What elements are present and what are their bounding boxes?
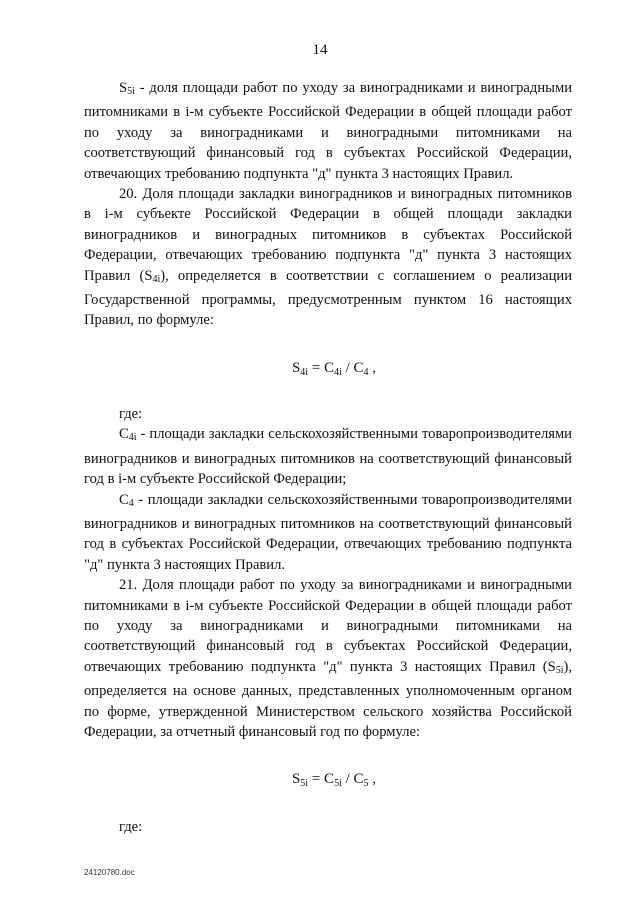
formula-s5i bbox=[96, 765, 572, 793]
definition-text: - доля площади работ по уходу за виноградниками и виноградными питомниками в i-м субъекте Российской Федерации в общей площади работ по уходу за виноградниками и виноградными питомниками на соответствующий финансовый год в субъектах Российской Федерации, отвечающих требованию подпункта "д" пункта 3 настоящих Правил. bbox=[84, 80, 572, 182]
paragraph-text: 21. Доля площади работ по уходу за виноградниками и виноградными питомниками в i-м субъекте Российской Федерации в общей площади работ по уходу за виноградниками и виноградными питомниками на соответствующий финансовый год в субъектах Российской Федерации, отвечающих требованию подпункта "д" пункта 3 настоящих Правил (S bbox=[84, 577, 572, 675]
formula-s4i bbox=[96, 354, 572, 382]
formula-denominator: C bbox=[353, 359, 364, 376]
paragraph-text: ), определяется на основе данных, представленных уполномоченным органом по форме, утвержденной Министерством сельского хозяйства Российской Федерации, за отчетный финансовый год по формуле: bbox=[84, 658, 572, 740]
formula-numerator: C bbox=[324, 771, 335, 788]
symbol-subscript: 4i bbox=[152, 273, 161, 285]
formula-lhs: S bbox=[291, 359, 301, 376]
formula-denominator-sub: 5 bbox=[363, 778, 369, 790]
paragraph-21 bbox=[84, 575, 572, 742]
footer-filename: 24120780.doc bbox=[84, 868, 135, 877]
paragraph-text: 20. Доля площади закладки виноградников и виноградных питомников в i-м субъекте Российской Федерации в общей площади закладки виноградников и виноградных питомников в субъектах Российской Федерации, отвечающих требованию подпункта "д" пункта 3 настоящих Правил (S bbox=[84, 186, 572, 284]
symbol-subscript: 5i bbox=[555, 664, 564, 676]
formula-tail: , bbox=[368, 359, 377, 376]
symbol: C bbox=[119, 491, 129, 508]
formula-divide: / bbox=[341, 359, 354, 376]
formula-tail: , bbox=[368, 771, 377, 788]
symbol: S bbox=[119, 80, 128, 96]
document-body bbox=[84, 78, 572, 838]
formula-equals: = bbox=[308, 771, 325, 788]
formula-numerator-sub: 5i bbox=[334, 778, 342, 790]
page-number: 14 bbox=[312, 42, 328, 58]
formula-denominator: C bbox=[353, 771, 364, 788]
definition-c4i bbox=[84, 424, 572, 489]
definition-text: - площади закладки сельскохозяйственными товаропроизводителями виноградников и виноградных питомников на соответствующий финансовый год в i-м субъекте Российской Федерации; bbox=[84, 426, 572, 488]
paragraph-text: ), определяется в соответствии с соглашением о реализации Государственной программы, предусмотренным пунктом 16 настоящих Правил, по формуле: bbox=[84, 267, 573, 329]
formula-denominator-sub: 4 bbox=[363, 366, 369, 378]
symbol-subscript: 4 bbox=[128, 497, 134, 509]
formula-lhs: S bbox=[291, 771, 301, 788]
formula-lhs-sub: 5i bbox=[300, 778, 309, 790]
formula-numerator-sub: 4i bbox=[334, 366, 342, 378]
symbol-subscript: 5i bbox=[127, 86, 135, 97]
symbol: C bbox=[119, 426, 129, 443]
formula-numerator: C bbox=[324, 359, 335, 376]
where-label: где: bbox=[119, 819, 143, 836]
definition-c4 bbox=[84, 490, 572, 576]
formula-divide: / bbox=[341, 771, 354, 788]
where-label: где: bbox=[119, 405, 143, 422]
symbol-subscript: 4i bbox=[128, 432, 137, 444]
definition-text: - площади закладки сельскохозяйственными товаропроизводителями виноградников и виноградных питомников на соответствующий финансовый год в субъектах Российской Федерации, отвечающих требованию подпункта "д" пункта 3 настоящих Правил. bbox=[84, 491, 572, 573]
paragraph-20 bbox=[84, 184, 572, 331]
definition-s5i bbox=[84, 78, 572, 184]
formula-lhs-sub: 4i bbox=[300, 366, 309, 378]
formula-equals: = bbox=[308, 359, 325, 376]
